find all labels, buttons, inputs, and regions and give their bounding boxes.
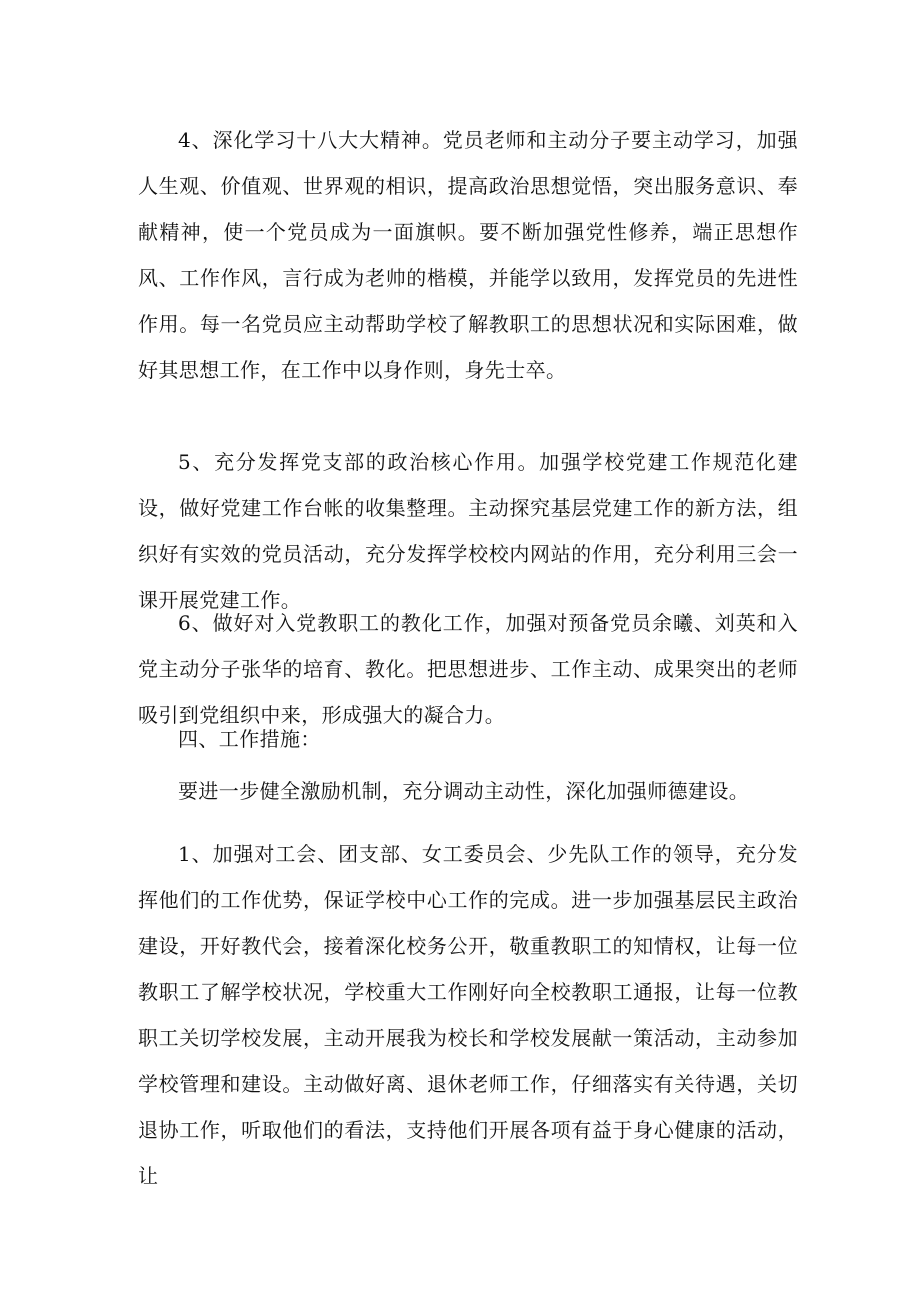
section-intro: 要进一步健全激励机制，充分调动主动性，深化加强师德建设。 (178, 779, 750, 803)
paragraph-item-5: 5、充分发挥党支部的政治核心作用。加强学校党建工作规范化建设，做好党建工作台帐的收集整理。主动探究基层党建工作的新方法，组织好有实效的党员活动，充分发挥学校校内网站的作用，充分利用三会一课开展党建工作。 (138, 450, 798, 612)
section-heading: 四、工作措施： (178, 727, 321, 751)
paragraph-item-1: 1、加强对工会、团支部、女工委员会、少先队工作的领导，充分发挥他们的工作优势，保证学校中心工作的完成。进一步加强基层民主政治建设，开好教代会，接着深化校务公开，敬重教职工的知情权，让每一位教职工了解学校状况，学校重大工作刚好向全校教职工通报，让每一位教职工关切学校发展，主动开展我为校长和学校发展献一策活动，主动参加学校管理和建设。主动做好离、退休老师工作，仔细落实有关待遇，关切退协工作，听取他们的看法，支持他们开展各项有益于身心健康的活动，让 (138, 842, 798, 1188)
paragraph-item-6: 6、做好对入党教职工的教化工作，加强对预备党员余曦、刘英和入党主动分子张华的培育、教化。把思想进步、工作主动、成果突出的老师吸引到党组织中来，形成强大的凝合力。 (138, 611, 798, 727)
paragraph-item-4: 4、深化学习十八大大精神。党员老师和主动分子要主动学习，加强人生观、价值观、世界观的相识，提高政治思想觉悟，突出服务意识、奉献精神，使一个党员成为一面旗帜。要不断加强党性修养，端正思想作风、工作作风，言行成为老帅的楷模，并能学以致用，发挥党员的先进性作用。每一名党员应主动帮助学校了解教职工的思想状况和实际困难，做好其思想工作，在工作中以身作则，身先士卒。 (138, 128, 798, 382)
